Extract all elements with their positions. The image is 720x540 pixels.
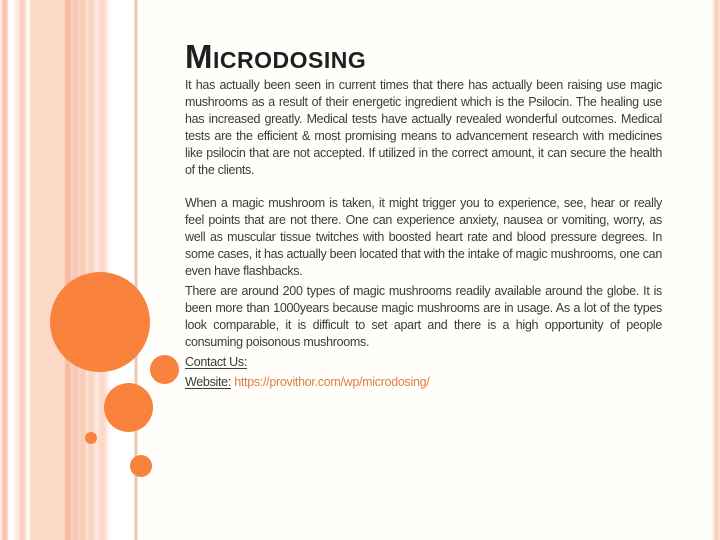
right-stripe-band xyxy=(711,0,720,540)
paragraph-intro: It has actually been seen in current times that there has actually been raising use magic mushrooms as a result of their energetic ingredient which is the Psilocin. The healing use has increased greatly. Medical tests have actually revealed wonderful outcomes. Medical tests are the efficient & most promising means to advancement research with medicines like psilocin that are not accepted. If utilized in the correct amount, it can secure the health of the clients. xyxy=(185,78,662,177)
decor-circle-medium-right xyxy=(150,355,179,384)
left-stripe-band xyxy=(0,0,138,540)
website-line xyxy=(185,374,662,391)
paragraph-types: There are around 200 types of magic mushrooms readily available around the globe. It is been more than 1000years because magic mushrooms are in usage. As a lot of the types look comparable, it is difficult to set apart and there is a high opportunity of people consuming poisonous mushrooms. xyxy=(185,284,662,349)
decor-circle-large xyxy=(50,272,150,372)
contact-line xyxy=(185,354,662,371)
decor-circle-tiny xyxy=(85,432,97,444)
website-label: Website: xyxy=(185,375,232,389)
slide-body xyxy=(185,77,662,394)
decor-circle-medium xyxy=(104,383,153,432)
decor-circle-small xyxy=(130,455,152,477)
slide-title: MICRODOSING xyxy=(185,38,367,76)
contact-label: Contact Us: xyxy=(185,355,248,369)
website-link[interactable]: https://provithor.com/wp/microdosing/ xyxy=(234,375,430,389)
paragraph-effects: When a magic mushroom is taken, it might trigger you to experience, see, hear or really feel points that are not there. One can experience anxiety, nausea or vomiting, worry, as well as muscular tissue twitches with boosted heart rate and blood pressure degrees. In some cases, it has actually been located that with the intake of magic mushrooms, one can even have flashbacks. xyxy=(185,196,662,278)
